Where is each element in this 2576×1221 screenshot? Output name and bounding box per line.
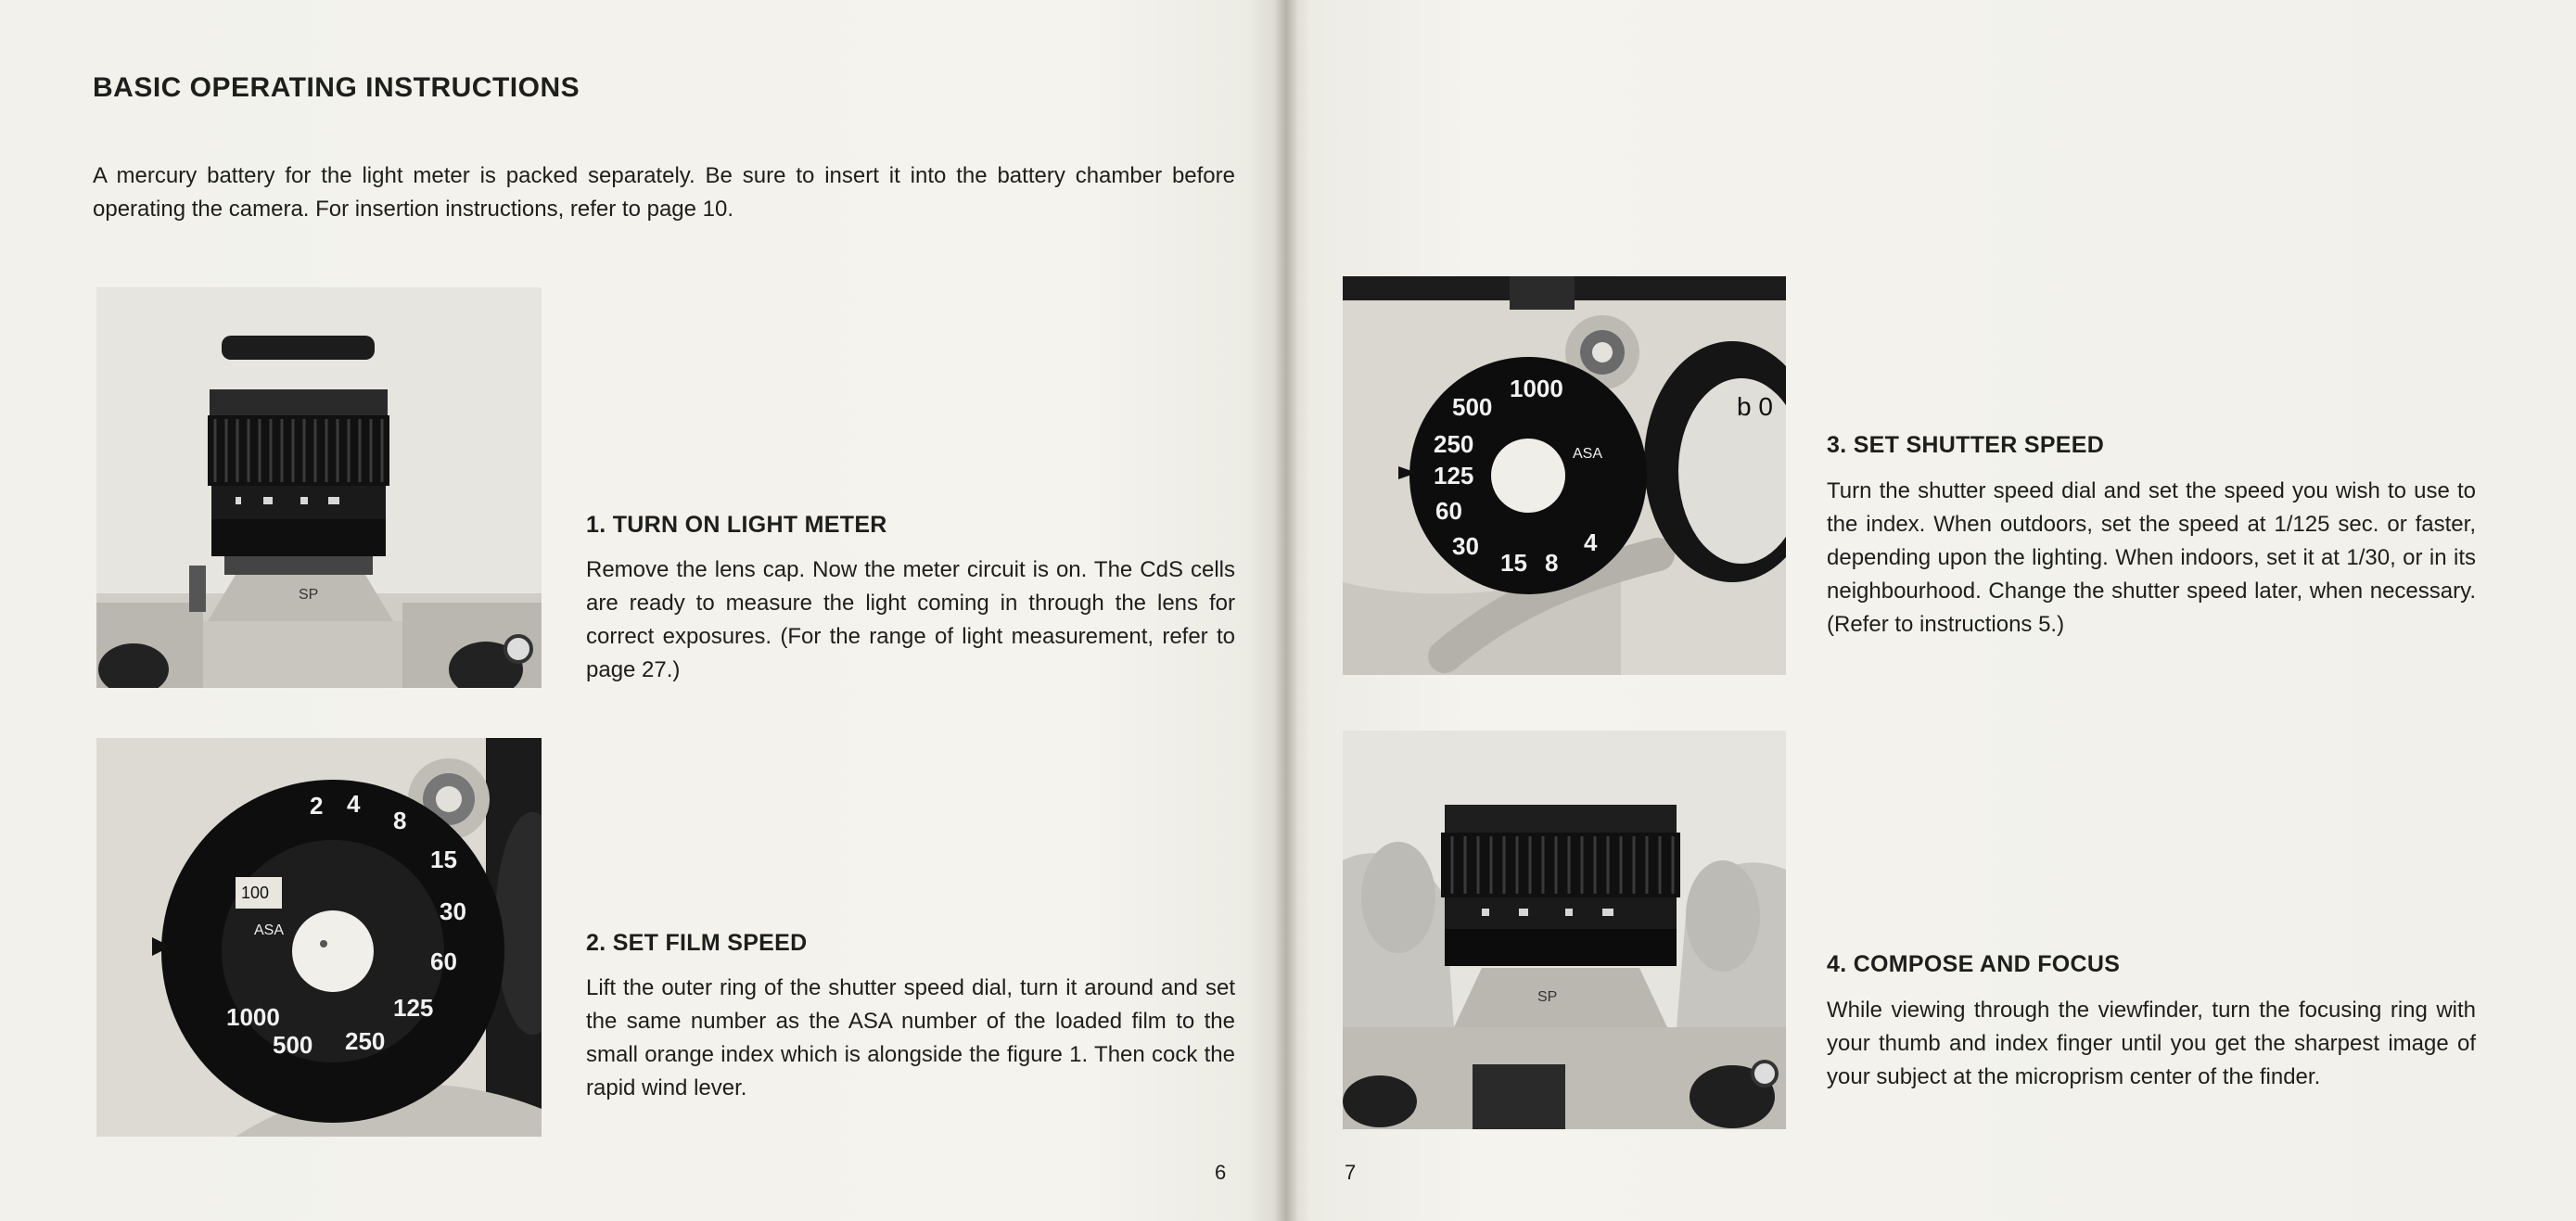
svg-text:1000: 1000 (1510, 375, 1563, 402)
svg-text:2: 2 (310, 792, 324, 820)
svg-text:8: 8 (393, 807, 407, 834)
svg-text:500: 500 (273, 1031, 313, 1059)
shutter-speed-dial-illustration (1343, 276, 1786, 675)
page-heading: BASIC OPERATING INSTRUCTIONS (93, 72, 580, 103)
svg-text:250: 250 (1434, 430, 1474, 458)
svg-text:60: 60 (430, 948, 457, 975)
svg-text:60: 60 (1435, 497, 1462, 525)
svg-text:1000: 1000 (226, 1003, 280, 1031)
step-3-title: 3. SET SHUTTER SPEED (1827, 432, 2105, 458)
svg-text:500: 500 (1452, 393, 1493, 421)
svg-text:8: 8 (1545, 549, 1559, 577)
camera-lens-illustration (96, 287, 542, 688)
photo-shutter-speed-dial (1343, 276, 1786, 675)
step-1-title: 1. TURN ON LIGHT METER (586, 512, 887, 538)
page-number-left: 6 (1215, 1161, 1227, 1184)
page-number-right: 7 (1345, 1161, 1357, 1184)
svg-text:SP: SP (299, 587, 319, 603)
photo-film-speed-dial (96, 738, 542, 1137)
book-spine (1274, 0, 1298, 1221)
step-4-title: 4. COMPOSE AND FOCUS (1827, 951, 2121, 977)
svg-text:125: 125 (393, 994, 434, 1022)
svg-text:30: 30 (1452, 532, 1479, 560)
step-2-text: Lift the outer ring of the shutter speed dial, turn it around and set the same number as the ASA number of the loaded film to the small orange index which is alongside the figure 1. Then cock the rapid wind lever. (586, 975, 1235, 1100)
svg-text:30: 30 (440, 897, 466, 925)
svg-text:ASA: ASA (1573, 446, 1603, 462)
svg-text:SP: SP (1537, 989, 1558, 1005)
svg-text:ASA: ASA (254, 922, 285, 938)
svg-text:4: 4 (1584, 528, 1598, 556)
focusing-hands-illustration (1343, 731, 1786, 1129)
photo-lens-cap-removed (96, 287, 542, 688)
film-speed-dial-illustration (96, 738, 542, 1137)
svg-text:250: 250 (345, 1027, 386, 1055)
svg-text:15: 15 (1500, 549, 1527, 577)
step-4-text: While viewing through the viewfinder, turn the focusing ring with your thumb and index finger until you get the sharpest image of your subject at the microprism center of the finder. (1827, 998, 2476, 1089)
intro-paragraph: A mercury battery for the light meter is packed separately. Be sure to insert it into the battery chamber before operating the camera. For insertion instructions, refer to page 10. (93, 163, 1235, 222)
photo-compose-focus (1343, 731, 1786, 1129)
step-2-title: 2. SET FILM SPEED (586, 930, 808, 956)
svg-text:4: 4 (347, 790, 361, 818)
svg-text:125: 125 (1434, 462, 1474, 490)
step-1-text: Remove the lens cap. Now the meter circuit is on. The CdS cells are ready to measure the light coming in through the lens for correct exposures. (For the range of light measurement, refer to page 27.) (586, 557, 1235, 682)
svg-text:15: 15 (430, 846, 457, 873)
svg-text:100: 100 (241, 884, 270, 902)
svg-text:b 0: b 0 (1737, 392, 1773, 421)
step-3-text: Turn the shutter speed dial and set the speed you wish to use to the index. When outdoors, set the speed at 1/125 sec. or faster, depending upon the lighting. When indoors, set it at 1/30, or in its neighbourhood. Change the shutter speed later, when necessary. (Refer to instructions 5.) (1827, 478, 2476, 637)
